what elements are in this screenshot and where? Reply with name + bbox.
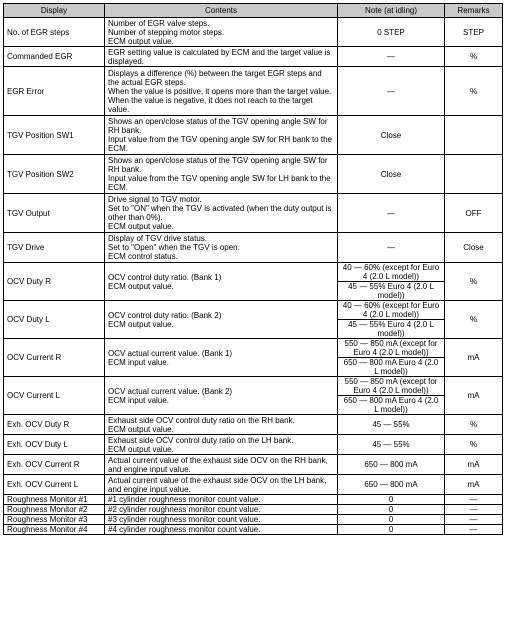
cell-display: OCV Current L: [4, 377, 105, 415]
table-row: [4, 377, 503, 415]
cell-remarks: OFF: [445, 194, 503, 233]
note-line: Close: [380, 169, 402, 179]
contents-line: Shows an open/close status of the TGV opening angle SW for RH bank.: [108, 156, 328, 174]
cell-display: TGV Drive: [4, 233, 105, 263]
cell-contents: [105, 67, 338, 116]
cell-contents: [105, 415, 338, 435]
cell-remarks: %: [445, 415, 503, 435]
cell-remarks: mA: [445, 377, 503, 415]
contents-line: ECM input value.: [108, 357, 169, 367]
table-row: [4, 116, 503, 155]
cell-display: EGR Error: [4, 67, 105, 116]
cell-note: [338, 233, 445, 263]
cell-note: [338, 47, 445, 67]
table-row: [4, 415, 503, 435]
contents-line: Actual current value of the exhaust side OCV on the LH bank, and engine input value.: [108, 475, 327, 494]
contents-line: EGR setting value is calculated by ECM and the target value is displayed.: [108, 47, 331, 66]
contents-line: ECM control status.: [108, 252, 178, 261]
contents-line: ECM output value.: [108, 424, 174, 434]
cell-remarks: [445, 116, 503, 155]
cell-note: [338, 67, 445, 116]
contents-line: Exhaust side OCV control duty ratio on the LH bank.: [108, 435, 294, 445]
note-line: —: [387, 243, 395, 252]
cell-display: Roughness Monitor #3: [4, 515, 105, 525]
contents-line: Number of stepping motor steps.: [108, 27, 225, 37]
note-line: 650 — 800 mA Euro 4 (2.0 L model)): [338, 357, 444, 376]
contents-line: When the value is negative, it does not reach to the target value.: [108, 95, 313, 114]
cell-remarks: —: [445, 515, 503, 525]
note-line: 45 — 55%: [372, 440, 410, 449]
cell-note: [338, 515, 445, 525]
header-note: Note (at idling): [338, 4, 445, 18]
cell-note: [338, 339, 445, 377]
cell-display: No. of EGR steps: [4, 18, 105, 47]
cell-contents: [105, 339, 338, 377]
cell-display: Exh. OCV Duty L: [4, 435, 105, 455]
contents-line: OCV actual current value. (Bank 1): [108, 348, 233, 358]
cell-display: Roughness Monitor #4: [4, 525, 105, 535]
table-header: [4, 4, 503, 18]
note-line: 0: [388, 525, 394, 534]
note-line: 45 — 55% Euro 4 (2.0 L model)): [338, 281, 444, 300]
cell-note: [338, 505, 445, 515]
cell-note: [338, 301, 445, 339]
cell-contents: [105, 495, 338, 505]
note-line: 0 STEP: [377, 27, 405, 37]
table-row: [4, 495, 503, 505]
cell-display: TGV Position SW1: [4, 116, 105, 155]
note-line: —: [387, 208, 395, 218]
cell-display: Commanded EGR: [4, 47, 105, 67]
table-body: [4, 18, 503, 535]
cell-remarks: mA: [445, 475, 503, 495]
cell-note: [338, 415, 445, 435]
contents-line: When the value is positive, it opens more than the target value.: [108, 86, 332, 96]
contents-line: #3 cylinder roughness monitor count value.: [108, 515, 261, 524]
cell-note: [338, 194, 445, 233]
cell-note: [338, 155, 445, 194]
cell-remarks: Close: [445, 233, 503, 263]
cell-note: [338, 475, 445, 495]
contents-line: Drive signal to TGV motor.: [108, 195, 202, 204]
note-line: 550 — 850 mA (except for Euro 4 (2.0 L model)): [344, 339, 438, 357]
cell-contents: [105, 377, 338, 415]
note-line: 45 — 55%: [372, 420, 410, 429]
cell-contents: [105, 155, 338, 194]
cell-contents: [105, 47, 338, 67]
cell-contents: [105, 455, 338, 475]
cell-note: [338, 455, 445, 475]
cell-remarks: [445, 155, 503, 194]
cell-contents: [105, 515, 338, 525]
header-row: [4, 4, 503, 18]
table-row: [4, 525, 503, 535]
cell-remarks: mA: [445, 339, 503, 377]
cell-remarks: %: [445, 435, 503, 455]
cell-display: Roughness Monitor #2: [4, 505, 105, 515]
cell-contents: [105, 194, 338, 233]
table-row: [4, 47, 503, 67]
note-line: —: [387, 86, 395, 96]
contents-line: OCV control duty ratio. (Bank 2): [108, 310, 222, 320]
contents-line: Set to "ON" when the TGV is activated (when the duty output is other than 0%).: [108, 204, 332, 222]
cell-remarks: STEP: [445, 18, 503, 47]
note-line: 45 — 55% Euro 4 (2.0 L model)): [338, 319, 444, 338]
note-line: 0: [388, 515, 394, 524]
table-row: [4, 475, 503, 495]
contents-line: ECM output value.: [108, 222, 174, 231]
table-row: [4, 301, 503, 339]
table-row: [4, 435, 503, 455]
cell-contents: [105, 525, 338, 535]
contents-line: Set to "Open" when the TGV is open.: [108, 243, 240, 252]
header-remarks: Remarks: [445, 4, 503, 18]
table-row: [4, 505, 503, 515]
cell-display: Roughness Monitor #1: [4, 495, 105, 505]
cell-display: TGV Output: [4, 194, 105, 233]
contents-line: Number of EGR valve steps.: [108, 18, 210, 28]
note-line: 40 — 60% (except for Euro 4 (2.0 L model)): [342, 263, 440, 281]
cell-display: Exh. OCV Current L: [4, 475, 105, 495]
cell-remarks: %: [445, 47, 503, 67]
cell-note: [338, 525, 445, 535]
contents-line: Shows an open/close status of the TGV opening angle SW for RH bank.: [108, 117, 328, 135]
note-line: 550 — 850 mA (except for Euro 4 (2.0 L model)): [344, 377, 438, 395]
cell-remarks: —: [445, 505, 503, 515]
cell-contents: [105, 475, 338, 495]
spec-table: [3, 3, 503, 535]
note-line: Close: [380, 130, 402, 140]
table-row: [4, 18, 503, 47]
cell-display: Exh. OCV Current R: [4, 455, 105, 475]
contents-line: ECM output value.: [108, 444, 174, 454]
table-row: [4, 339, 503, 377]
table-row: [4, 233, 503, 263]
contents-line: Display of TGV drive status.: [108, 234, 207, 243]
contents-line: ECM output value.: [108, 281, 174, 291]
cell-remarks: %: [445, 301, 503, 339]
cell-display: TGV Position SW2: [4, 155, 105, 194]
cell-note: [338, 377, 445, 415]
cell-contents: [105, 233, 338, 263]
contents-line: Exhaust side OCV control duty ratio on the RH bank.: [108, 415, 295, 425]
note-line: 650 — 800 mA: [364, 460, 418, 469]
cell-display: Exh. OCV Duty R: [4, 415, 105, 435]
contents-line: ECM output value.: [108, 36, 174, 46]
contents-line: #2 cylinder roughness monitor count value.: [108, 505, 261, 514]
contents-line: OCV control duty ratio. (Bank 1): [108, 272, 222, 282]
contents-line: Displays a difference (%) between the target EGR steps and the actual EGR steps.: [108, 68, 322, 87]
cell-remarks: %: [445, 263, 503, 301]
contents-line: Actual current value of the exhaust side OCV on the RH bank, and engine input value.: [108, 455, 328, 474]
cell-note: [338, 435, 445, 455]
cell-display: OCV Current R: [4, 339, 105, 377]
header-display: Display: [4, 4, 105, 18]
note-line: 0: [388, 495, 394, 504]
contents-line: #1 cylinder roughness monitor count value.: [108, 495, 261, 504]
note-line: 650 — 800 mA Euro 4 (2.0 L model)): [338, 395, 444, 414]
contents-line: Input value from the TGV opening angle SW for RH bank to the ECM.: [108, 135, 332, 153]
table-row: [4, 155, 503, 194]
cell-note: [338, 18, 445, 47]
contents-line: ECM output value.: [108, 319, 174, 329]
cell-note: [338, 263, 445, 301]
note-line: —: [387, 52, 395, 61]
table-row: [4, 263, 503, 301]
cell-contents: [105, 301, 338, 339]
contents-line: Input value from the TGV opening angle SW for LH bank to the ECM.: [108, 174, 331, 192]
note-line: 0: [388, 505, 394, 514]
cell-note: [338, 495, 445, 505]
cell-remarks: mA: [445, 455, 503, 475]
cell-contents: [105, 18, 338, 47]
table-row: [4, 194, 503, 233]
note-line: 650 — 800 mA: [364, 480, 418, 489]
header-contents: Contents: [105, 4, 338, 18]
cell-remarks: %: [445, 67, 503, 116]
table-row: [4, 515, 503, 525]
cell-note: [338, 116, 445, 155]
contents-line: #4 cylinder roughness monitor count value.: [108, 525, 261, 534]
table-row: [4, 67, 503, 116]
table-row: [4, 455, 503, 475]
cell-contents: [105, 263, 338, 301]
contents-line: ECM input value.: [108, 395, 169, 405]
cell-contents: [105, 505, 338, 515]
note-line: 40 — 60% (except for Euro 4 (2.0 L model)): [342, 301, 440, 319]
cell-display: OCV Duty R: [4, 263, 105, 301]
cell-contents: [105, 435, 338, 455]
cell-remarks: —: [445, 525, 503, 535]
cell-contents: [105, 116, 338, 155]
cell-remarks: —: [445, 495, 503, 505]
cell-display: OCV Duty L: [4, 301, 105, 339]
contents-line: OCV actual current value. (Bank 2): [108, 386, 233, 396]
